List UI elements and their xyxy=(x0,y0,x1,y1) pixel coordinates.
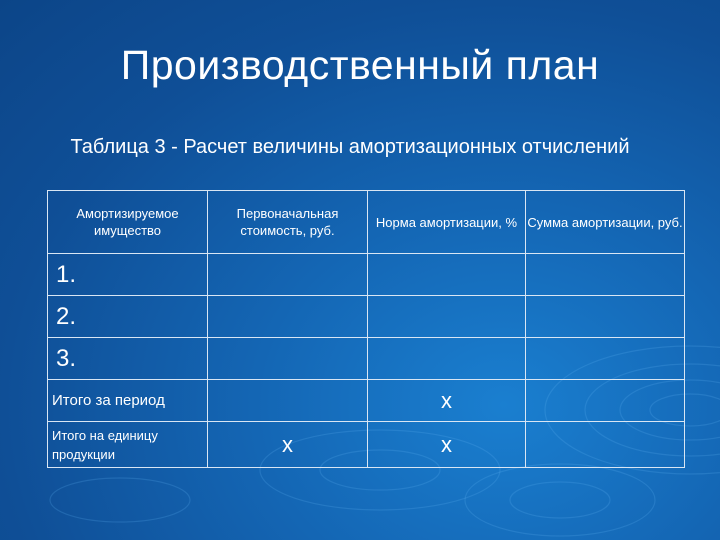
total-unit-rate-x: х xyxy=(368,422,526,468)
depreciation-table xyxy=(47,190,685,468)
total-unit-row xyxy=(48,422,685,468)
table-header-row xyxy=(48,191,685,254)
table-row xyxy=(48,338,685,380)
table-cell xyxy=(208,338,368,380)
total-unit-label: Итого на единицу продукции xyxy=(48,422,208,468)
header-depreciation-sum: Сумма амортизации, руб. xyxy=(526,191,685,254)
table-cell xyxy=(368,338,526,380)
table-cell xyxy=(208,380,368,422)
total-period-row xyxy=(48,380,685,422)
table-cell xyxy=(526,338,685,380)
table-cell xyxy=(526,254,685,296)
table-row xyxy=(48,296,685,338)
total-period-label: Итого за период xyxy=(48,380,208,422)
table-caption: Таблица 3 - Расчет величины амортизационных отчислений xyxy=(70,136,630,158)
row-number: 1. xyxy=(48,254,208,296)
table-cell xyxy=(368,254,526,296)
table-cell xyxy=(526,296,685,338)
table-cell xyxy=(208,296,368,338)
table-cell xyxy=(368,296,526,338)
row-number: 2. xyxy=(48,296,208,338)
total-period-rate-x: х xyxy=(368,380,526,422)
header-asset: Амортизируемое имущество xyxy=(48,191,208,254)
header-initial-cost: Первоначальная стоимость, руб. xyxy=(208,191,368,254)
total-unit-cost-x: х xyxy=(208,422,368,468)
table-cell xyxy=(208,254,368,296)
table-cell xyxy=(526,380,685,422)
slide-title: Производственный план xyxy=(120,42,600,88)
table-cell xyxy=(526,422,685,468)
table-row xyxy=(48,254,685,296)
header-depreciation-rate: Норма амортизации, % xyxy=(368,191,526,254)
row-number: 3. xyxy=(48,338,208,380)
